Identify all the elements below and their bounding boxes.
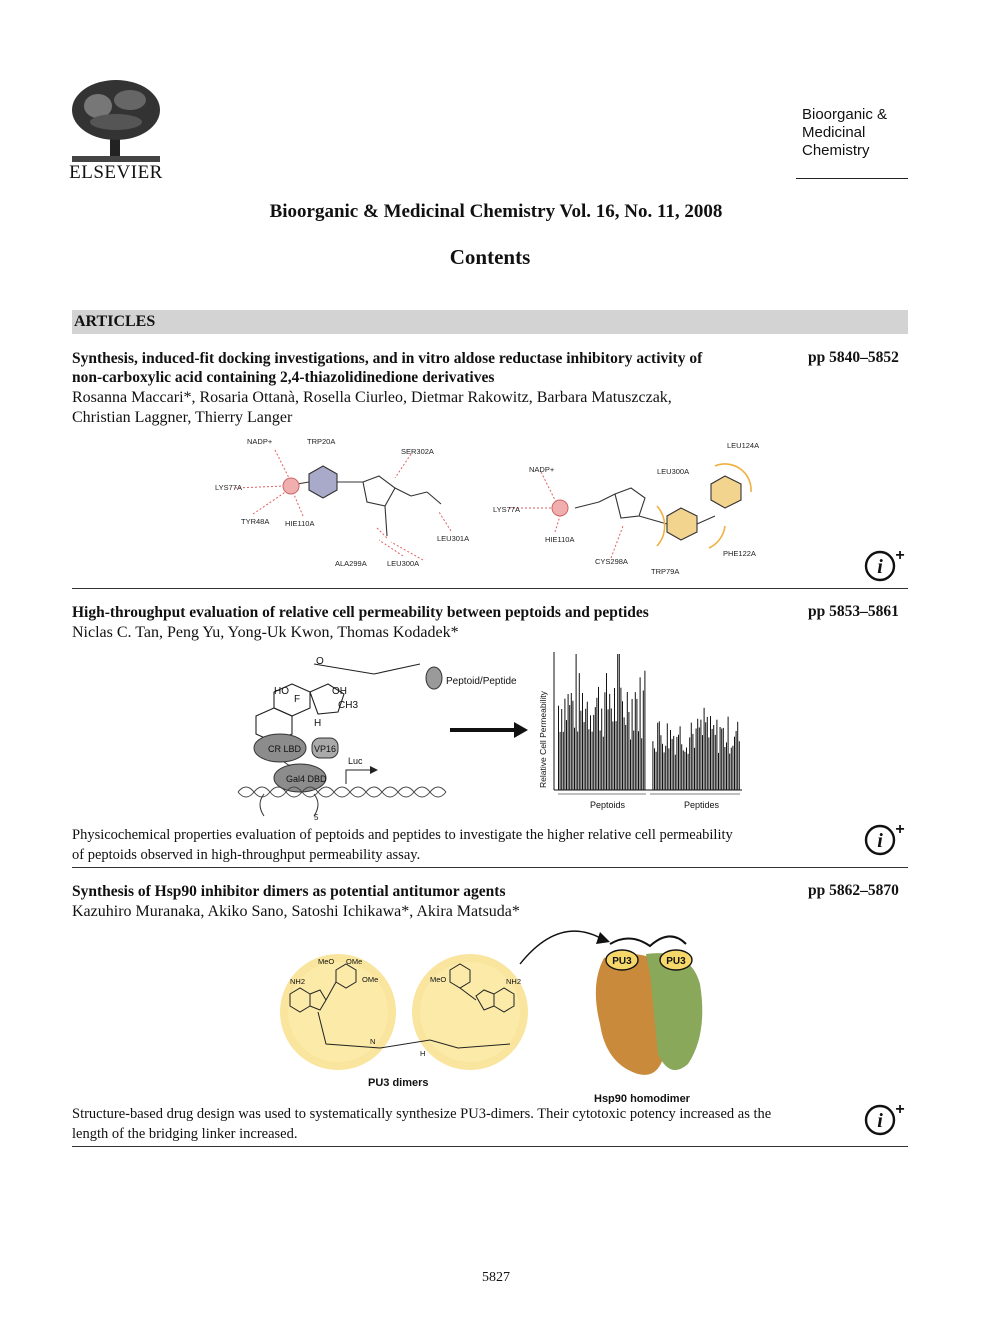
article-pages: pp 5853–5861 — [808, 603, 899, 620]
figure-label: PU3 — [612, 956, 632, 967]
permeability-bar — [686, 748, 687, 791]
permeability-bar — [574, 728, 575, 790]
permeability-bar — [737, 722, 738, 790]
permeability-bar — [624, 717, 625, 790]
permeability-bar — [633, 731, 634, 790]
article-title-line: High-throughput evaluation of relative cell permeability between peptoids and peptides — [72, 604, 649, 621]
figure-label: NH2 — [506, 977, 522, 986]
chart-group-label: Peptides — [684, 800, 720, 810]
permeability-bar — [684, 752, 685, 790]
permeability-bar — [587, 702, 588, 790]
permeability-bar — [580, 711, 581, 790]
permeability-bar — [692, 734, 693, 790]
chart-group-label: Peptoids — [590, 800, 626, 810]
figure-label: HO — [274, 686, 289, 697]
article-summary — [72, 825, 832, 865]
figure-label: F — [294, 694, 301, 705]
permeability-bar — [616, 721, 617, 790]
residue-label: TRP79A — [651, 567, 680, 576]
permeability-bar — [566, 720, 567, 790]
figure-label: Peptoid/Peptide — [446, 676, 517, 687]
permeability-bar — [712, 729, 713, 790]
figure-label: OH — [332, 686, 347, 697]
svg-text:+: + — [895, 1101, 905, 1118]
journal-name-line: Bioorganic & — [802, 106, 888, 123]
permeability-bar — [670, 730, 671, 790]
summary-line: length of the bridging linker increased. — [72, 1126, 298, 1142]
figure-label: OMe — [346, 957, 363, 966]
permeability-bar — [662, 744, 663, 790]
permeability-bar — [627, 692, 628, 790]
permeability-bar — [585, 709, 586, 790]
permeability-bar — [572, 701, 573, 790]
permeability-bar — [632, 699, 633, 790]
svg-text:+: + — [895, 821, 905, 838]
permeability-bar — [708, 737, 709, 790]
permeability-bar — [561, 709, 562, 790]
permeability-bar — [660, 735, 661, 790]
permeability-bar — [694, 748, 695, 790]
permeability-bar — [563, 732, 564, 790]
permeability-bar — [628, 712, 629, 790]
permeability-bar — [665, 746, 666, 790]
info-plus-icon[interactable] — [864, 1100, 908, 1136]
permeability-bar — [635, 692, 636, 790]
graphical-abstract — [215, 436, 775, 576]
permeability-bar — [600, 731, 601, 791]
permeability-bar — [606, 673, 607, 790]
info-plus-icon[interactable] — [864, 546, 908, 582]
permeability-bar — [672, 739, 673, 790]
permeability-bar — [612, 722, 613, 791]
authors-line: Kazuhiro Muranaka, Akiko Sano, Satoshi Ichikawa*, Akira Matsuda* — [72, 903, 520, 920]
graphical-abstract — [234, 644, 754, 824]
residue-label: PHE122A — [723, 549, 756, 558]
residue-label: LYS77A — [493, 505, 520, 514]
permeability-bar — [568, 694, 569, 790]
residue-label: TRP20A — [307, 437, 336, 446]
permeability-bar — [582, 693, 583, 790]
permeability-bar — [723, 728, 724, 790]
permeability-bar — [625, 725, 626, 790]
permeability-bar — [718, 753, 719, 790]
section-header-bar — [72, 310, 908, 334]
permeability-bar — [676, 737, 677, 790]
journal-name — [802, 106, 912, 160]
figure-label: Luc — [348, 756, 363, 766]
residue-label: LEU124A — [727, 441, 760, 450]
figure-caption: PU3 dimers — [368, 1077, 429, 1089]
permeability-bar — [716, 720, 717, 790]
permeability-bar — [558, 706, 559, 790]
residue-label: HIE110A — [285, 519, 315, 528]
permeability-bar — [675, 755, 676, 790]
permeability-bar — [577, 732, 578, 791]
permeability-bar — [641, 738, 642, 790]
figure-label: CH3 — [338, 700, 359, 711]
permeability-bar — [683, 750, 684, 790]
authors-line: Rosanna Maccari*, Rosaria Ottanà, Rosella Ciurleo, Dietmar Rakowitz, Barbara Matuszczak, — [72, 389, 672, 406]
residue-label: TYR48A — [241, 517, 270, 526]
divider — [72, 867, 908, 868]
permeability-bar — [668, 748, 669, 790]
publisher-wordmark: ELSEVIER — [69, 162, 163, 183]
residue-label: LEU300A — [387, 559, 420, 568]
permeability-bar — [656, 752, 657, 790]
article-title[interactable] — [72, 882, 792, 901]
permeability-bar — [696, 729, 697, 791]
permeability-bar — [657, 723, 658, 790]
permeability-bar — [713, 725, 714, 790]
residue-label: CYS298A — [595, 557, 628, 566]
article-title[interactable] — [72, 603, 792, 622]
figure-label: H — [314, 718, 322, 729]
article-title-line: Synthesis, induced-fit docking investigations, and in vitro aldose reductase inhibitory activity of — [72, 350, 703, 367]
permeability-bar — [620, 688, 621, 790]
figure-label: VP16 — [314, 744, 337, 754]
page-number: 5827 — [482, 1270, 510, 1285]
info-plus-icon[interactable] — [864, 820, 908, 856]
permeability-bar — [576, 654, 577, 790]
figure-label: Gal4 DBD — [286, 774, 327, 784]
summary-line: Physicochemical properties evaluation of peptoids and peptides to investigate the higher relative cell permeability — [72, 827, 733, 843]
page-title: Contents — [449, 245, 531, 269]
summary-line: Structure-based drug design was used to systematically synthesize PU3-dimers. Their cytotoxic potency increased as the — [72, 1106, 772, 1122]
figure-label: MeO — [318, 957, 335, 966]
graphical-abstract — [270, 924, 750, 1104]
figure-label: PU3 — [666, 956, 686, 967]
permeability-bar-chart — [558, 654, 740, 790]
permeability-bar — [667, 723, 668, 790]
figure-label: MeO — [430, 975, 447, 984]
article-pages: pp 5840–5852 — [808, 349, 899, 366]
divider — [796, 178, 908, 179]
permeability-bar — [592, 732, 593, 790]
journal-name-line: Chemistry — [802, 142, 870, 159]
permeability-bar — [571, 693, 572, 790]
permeability-bar — [595, 707, 596, 790]
residue-label: NADP+ — [247, 437, 273, 446]
permeability-bar — [691, 723, 692, 790]
permeability-bar — [588, 729, 589, 790]
permeability-bar — [638, 731, 639, 790]
permeability-bar — [680, 726, 681, 790]
permeability-bar — [659, 721, 660, 790]
permeability-bar — [688, 754, 689, 790]
permeability-bar — [681, 744, 682, 790]
permeability-bar — [724, 747, 725, 790]
permeability-bar — [678, 735, 679, 790]
figure-label: OMe — [362, 975, 379, 984]
permeability-bar — [702, 735, 703, 790]
permeability-bar — [652, 741, 653, 790]
figure-label: N — [370, 1037, 376, 1046]
residue-label: NADP+ — [529, 465, 555, 474]
permeability-bar — [707, 717, 708, 790]
permeability-bar — [643, 691, 644, 791]
permeability-bar — [729, 754, 730, 790]
permeability-bar — [664, 752, 665, 790]
svg-text:+: + — [895, 547, 905, 564]
authors-line: Niclas C. Tan, Peng Yu, Yong-Uk Kwon, Thomas Kodadek* — [72, 624, 459, 641]
permeability-bar — [673, 736, 674, 790]
permeability-bar — [726, 742, 727, 790]
residue-label: LEU300A — [657, 467, 690, 476]
residue-label: LYS77A — [215, 483, 242, 492]
permeability-bar — [736, 731, 737, 790]
authors-line: Christian Laggner, Thierry Langer — [72, 409, 293, 426]
permeability-bar — [720, 727, 721, 790]
permeability-bar — [622, 701, 623, 790]
permeability-bar — [699, 728, 700, 791]
permeability-bar — [596, 698, 597, 790]
permeability-bar — [732, 746, 733, 790]
permeability-bar — [608, 709, 609, 790]
permeability-bar — [654, 748, 655, 790]
journal-name-line: Medicinal — [802, 124, 866, 141]
permeability-bar — [598, 687, 599, 790]
permeability-bar — [609, 694, 610, 790]
article-title-line: Synthesis of Hsp90 inhibitor dimers as potential antitumor agents — [72, 883, 506, 900]
chart-ylabel: Relative Cell Permeability — [538, 691, 548, 788]
permeability-bar — [697, 719, 698, 790]
svg-text:i: i — [877, 1110, 883, 1132]
permeability-bar — [715, 735, 716, 790]
figure-label: NH2 — [290, 977, 306, 986]
permeability-bar — [584, 722, 585, 790]
section-label: ARTICLES — [74, 313, 156, 330]
permeability-bar — [700, 720, 701, 790]
permeability-bar — [689, 737, 690, 790]
permeability-bar — [579, 673, 580, 790]
article-title-line: non-carboxylic acid containing 2,4-thiazolidinedione derivatives — [72, 369, 495, 386]
permeability-bar — [636, 699, 637, 790]
figure-label: O — [316, 656, 324, 667]
permeability-bar — [601, 709, 602, 791]
permeability-bar — [619, 654, 620, 790]
permeability-bar — [728, 717, 729, 790]
permeability-bar — [640, 677, 641, 790]
divider — [72, 588, 908, 589]
summary-line: of peptoids observed in high-throughput permeability assay. — [72, 847, 421, 863]
svg-text:i: i — [877, 556, 883, 578]
permeability-bar — [614, 688, 615, 790]
residue-label: ALA299A — [335, 559, 367, 568]
permeability-bar — [704, 708, 705, 790]
article-authors — [72, 623, 792, 643]
permeability-bar — [603, 737, 604, 790]
article-title[interactable] — [72, 349, 792, 387]
divider — [72, 1146, 908, 1147]
residue-label: HIE110A — [545, 535, 575, 544]
article-pages: pp 5862–5870 — [808, 882, 899, 899]
figure-caption: Hsp90 homodimer — [594, 1093, 690, 1104]
permeability-bar — [644, 671, 645, 790]
article-authors — [72, 902, 792, 922]
permeability-bar — [734, 737, 735, 790]
permeability-bar — [564, 699, 565, 790]
article-authors — [72, 388, 792, 428]
permeability-bar — [617, 654, 618, 790]
permeability-bar — [611, 708, 612, 790]
permeability-bar — [593, 715, 594, 790]
permeability-bar — [560, 732, 561, 790]
residue-label: SER302A — [401, 447, 434, 456]
svg-text:i: i — [877, 830, 883, 852]
figure-label: CR LBD — [268, 744, 302, 754]
residue-label: LEU301A — [437, 534, 470, 543]
permeability-bar — [705, 722, 706, 790]
permeability-bar — [731, 748, 732, 790]
permeability-bar — [630, 740, 631, 791]
permeability-bar — [710, 716, 711, 790]
permeability-bar — [739, 741, 740, 790]
figure-label: H — [420, 1049, 426, 1058]
issue-title: Bioorganic & Medicinal Chemistry Vol. 16, No. 11, 2008 — [269, 201, 723, 222]
article-summary — [72, 1104, 848, 1144]
permeability-bar — [590, 715, 591, 790]
permeability-bar — [721, 729, 722, 790]
figure-label: 5 — [314, 813, 319, 822]
permeability-bar — [604, 692, 605, 790]
permeability-bar — [569, 705, 570, 790]
